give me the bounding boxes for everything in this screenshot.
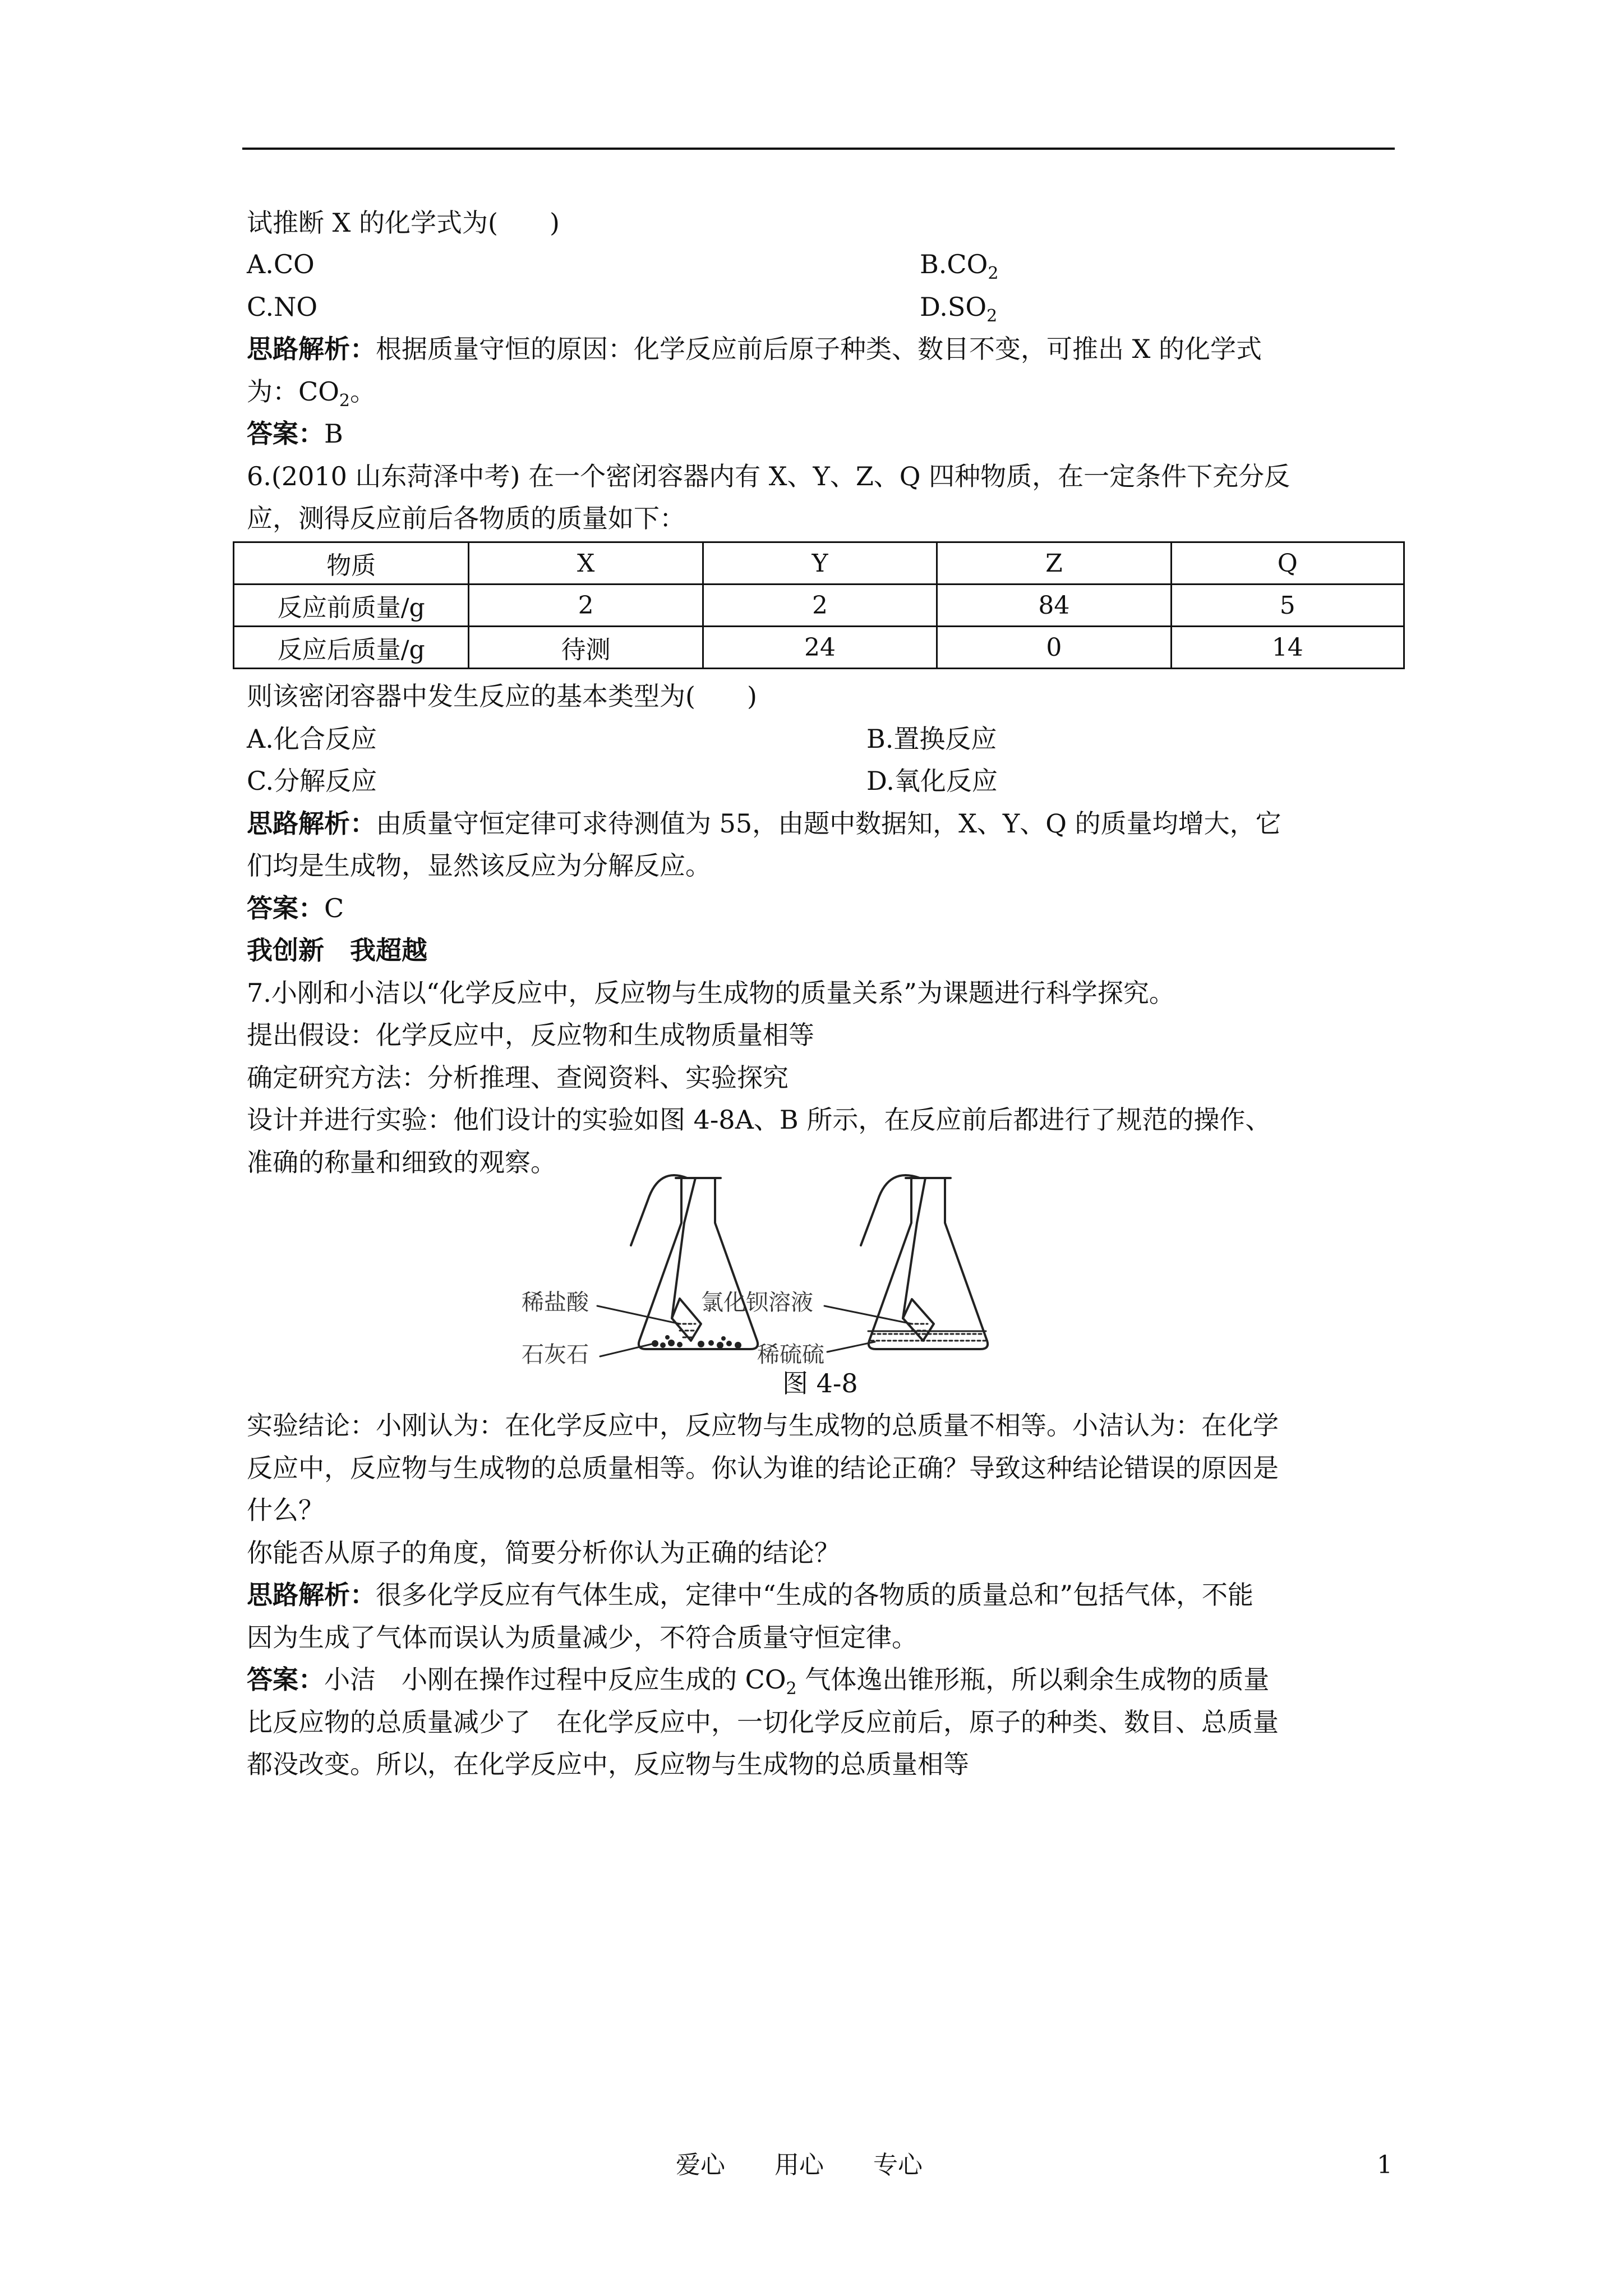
q7-answer: 答案：小洁 小刚在操作过程中反应生成的 $CO_2$ 气体逸出锥形瓶，所以剩余生成物的质量 [247,1664,1270,1699]
table-header-cell: 物质 [234,542,469,585]
q6-stem-line2: 应，测得反应前后各物质的质量如下： [247,503,685,533]
q7-design-cont: 准确的称量和细致的观察。 [247,1147,556,1177]
table-cell: 2 [469,585,703,627]
table-cell: 反应前质量/g [234,585,469,627]
page-number: 1 [1377,2151,1393,2179]
q7-conclusion-line1: 实验结论：小刚认为：在化学反应中，反应物与生成物的总质量不相等。小洁认为：在化学 [247,1410,1279,1441]
q7-method: 确定研究方法：分析推理、查阅资料、实验探究 [247,1062,789,1093]
label-dilute-h2so4: 稀硫硫 [757,1342,824,1368]
q6-stem-line1: 6.(2010 山东菏泽中考) 在一个密闭容器内有 X、Y、Z、Q 四种物质，在一定条件下充分反 [247,461,1290,491]
q6-analysis-cont: 们均是生成物，显然该反应为分解反应。 [247,850,711,881]
q7-answer-cont: 比反应物的总质量减少了 在化学反应中，一切化学反应前后，原子的种类、数目、总质量 [247,1707,1279,1737]
q6-analysis: 思路解析：由质量守恒定律可求待测值为 55，由题中数据知，X、Y、Q 的质量均增大，它 [247,808,1281,839]
q5-answer: 答案：B [247,418,343,449]
q6-option-d: D.氧化反应 [866,766,998,796]
table-cell: 0 [937,627,1171,669]
q6-answer: 答案：C [247,893,344,923]
flask-a-icon [597,1175,758,1356]
mass-table [233,541,1405,669]
q5-stem: 试推断 X 的化学式为( ) [247,208,560,238]
flask-b-icon [824,1175,988,1352]
label-limestone: 石灰石 [522,1342,589,1368]
table-row [234,627,1404,669]
table-cell: 反应后质量/g [234,627,469,669]
table-header-cell: Y [703,542,937,585]
q7-hypothesis: 提出假设：化学反应中，反应物和生成物质量相等 [247,1020,814,1050]
q5-option-a: A.CO [247,249,315,279]
label-dilute-hcl: 稀盐酸 [522,1290,589,1315]
figure-caption: 图 4-8 [782,1368,858,1398]
q7-design: 设计并进行实验：他们设计的实验如图 4-8A、B 所示，在反应前后都进行了规范的操作、 [247,1105,1271,1135]
table-header-cell: X [469,542,703,585]
q7-question2: 你能否从原子的角度，简要分析你认为正确的结论？ [247,1538,840,1568]
q5-analysis: 思路解析：根据质量守恒的原因：化学反应前后原子种类、数目不变，可推出 X 的化学式 [247,334,1262,364]
label-bacl2-solution: 氯化钡溶液 [701,1290,813,1315]
flask-figure [522,1156,1094,1369]
q7-conclusion-line3: 什么？ [247,1495,324,1525]
q7-answer-cont2: 都没改变。所以，在化学反应中，反应物与生成物的总质量相等 [247,1749,969,1779]
table-cell: 5 [1171,585,1404,627]
table-cell: 24 [703,627,937,669]
table-cell: 14 [1171,627,1404,669]
table-header-cell: Q [1171,542,1404,585]
section-title: 我创新 我超越 [247,935,427,965]
q5-option-b: $B.CO_2$ [920,249,999,283]
table-cell: 待测 [469,627,703,669]
q7-conclusion-line2: 反应中，反应物与生成物的总质量相等。你认为谁的结论正确？导致这种结论错误的原因是 [247,1453,1279,1483]
q5-analysis-cont: 为：$CO_2$。 [247,376,376,411]
footer-motto: 爱心 用心 专心 [676,2151,923,2179]
q6-option-b: B.置换反应 [866,724,997,754]
analysis-label: 思路解析： [247,334,376,364]
table-row [234,585,1404,627]
q5-option-d: $D.SO_2$ [920,292,998,326]
q7-line1: 7.小刚和小洁以“化学反应中，反应物与生成物的质量关系”为课题进行科学探究。 [247,978,1175,1008]
q6-option-a: A.化合反应 [247,724,377,754]
table-header-row [234,542,1404,585]
q6-question: 则该密闭容器中发生反应的基本类型为( ) [247,681,757,711]
q7-analysis-cont: 因为生成了气体而误认为质量减少，不符合质量守恒定律。 [247,1622,917,1653]
q5-option-c: C.NO [247,292,318,322]
q6-option-c: C.分解反应 [247,766,377,796]
table-cell: 84 [937,585,1171,627]
table-cell: 2 [703,585,937,627]
q7-analysis: 思路解析：很多化学反应有气体生成，定律中“生成的各物质的质量总和”包括气体，不能 [247,1580,1254,1610]
header-rule [242,148,1395,150]
table-header-cell: Z [937,542,1171,585]
